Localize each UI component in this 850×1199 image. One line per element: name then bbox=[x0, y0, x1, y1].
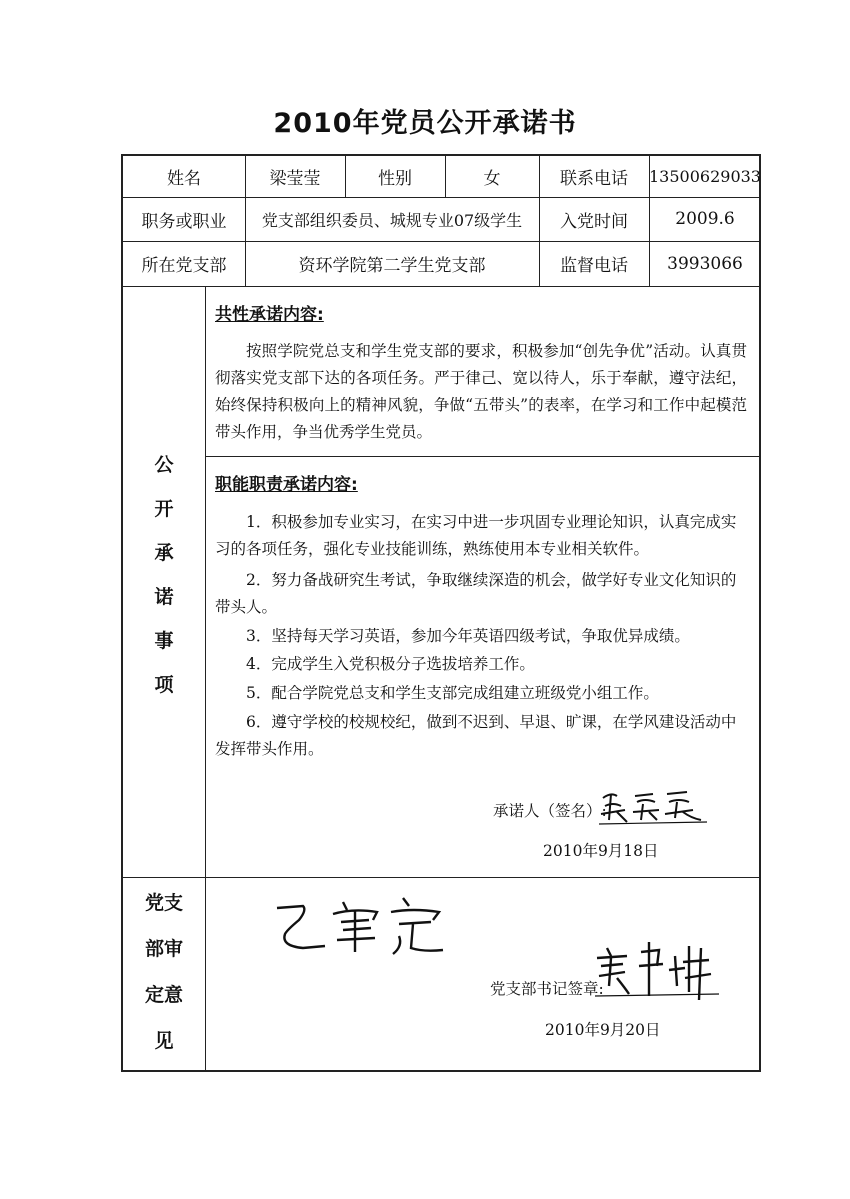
common-commitment-heading: 共性承诺内容: bbox=[215, 305, 324, 325]
duty-item-5: 5．配合学院党总支和学生支部完成组建立班级党小组工作。 bbox=[246, 684, 659, 702]
duty-item-3: 3．坚持每天学习英语，参加今年英语四级考试，争取优异成绩。 bbox=[246, 627, 690, 645]
side-char: 定意 bbox=[144, 984, 183, 1006]
review-side-label bbox=[123, 894, 205, 1051]
side-char: 承 bbox=[154, 542, 174, 564]
commitment-form bbox=[121, 154, 761, 1072]
duty-commitment-heading: 职能职责承诺内容: bbox=[215, 475, 358, 495]
gender-label: 性别 bbox=[378, 169, 412, 189]
join-date-value: 2009.6 bbox=[675, 209, 735, 229]
gender-value: 女 bbox=[483, 169, 501, 189]
name-value: 梁莹莹 bbox=[269, 169, 321, 189]
duty-item-2: 2．努力备战研究生考试，争取继续深造的机会，做学好专业文化知识的带头人。 bbox=[215, 571, 737, 616]
side-char: 事 bbox=[154, 630, 174, 652]
document-title: 2010年党员公开承诺书 bbox=[273, 108, 577, 139]
join-date-label: 入党时间 bbox=[560, 211, 628, 232]
side-char: 开 bbox=[154, 498, 174, 520]
review-opinion-handwriting bbox=[263, 890, 453, 960]
section-divider bbox=[205, 456, 761, 457]
section-divider bbox=[123, 877, 761, 878]
position-label: 职务或职业 bbox=[141, 211, 227, 232]
common-commitment-text: 按照学院党总支和学生党支部的要求，积极参加“创先争优”活动。认真贯彻落实党支部下达的各项任务。严于律己、宽以待人，乐于奉献，遵守法纪，始终保持积极向上的精神风貌，争做“五带头”的表率，在学习和工作中起模范带头作用，争当优秀学生党员。 bbox=[215, 342, 747, 441]
secretary-label: 党支部书记签章: bbox=[490, 980, 604, 998]
position-value: 党支部组织委员、城规专业07级学生 bbox=[261, 210, 523, 230]
side-char: 部审 bbox=[144, 938, 183, 960]
side-char: 公 bbox=[154, 454, 174, 476]
branch-value: 资环学院第二学生党支部 bbox=[298, 256, 486, 276]
signer-signature bbox=[597, 784, 709, 826]
signer-label: 承诺人（签名）: bbox=[493, 802, 607, 820]
branch-label: 所在党支部 bbox=[141, 256, 227, 276]
col-divider bbox=[205, 286, 206, 877]
phone-label: 联系电话 bbox=[560, 169, 628, 189]
name-label: 姓名 bbox=[167, 169, 201, 189]
supervise-phone-value: 3993066 bbox=[667, 253, 743, 274]
secretary-signature bbox=[593, 936, 753, 1006]
sign-date: 2010年9月18日 bbox=[543, 842, 659, 860]
commitment-side-label bbox=[123, 456, 205, 695]
side-char: 诺 bbox=[154, 586, 174, 608]
side-char: 党支 bbox=[144, 892, 183, 914]
side-char: 项 bbox=[154, 674, 174, 696]
supervise-phone-label: 监督电话 bbox=[560, 256, 628, 276]
duty-item-4: 4．完成学生入党积极分子选拔培养工作。 bbox=[246, 655, 535, 673]
phone-value: 13500629033 bbox=[649, 167, 761, 186]
side-char: 见 bbox=[154, 1030, 174, 1052]
col-divider bbox=[205, 877, 206, 1072]
review-date: 2010年9月20日 bbox=[545, 1021, 661, 1039]
duty-item-1: 1．积极参加专业实习，在实习中进一步巩固专业理论知识，认真完成实习的各项任务，强化专业技能训练，熟练使用本专业相关软件。 bbox=[215, 513, 737, 558]
duty-item-6: 6．遵守学校的校规校纪，做到不迟到、早退、旷课，在学风建设活动中发挥带头作用。 bbox=[215, 713, 737, 758]
row-divider bbox=[123, 286, 761, 287]
